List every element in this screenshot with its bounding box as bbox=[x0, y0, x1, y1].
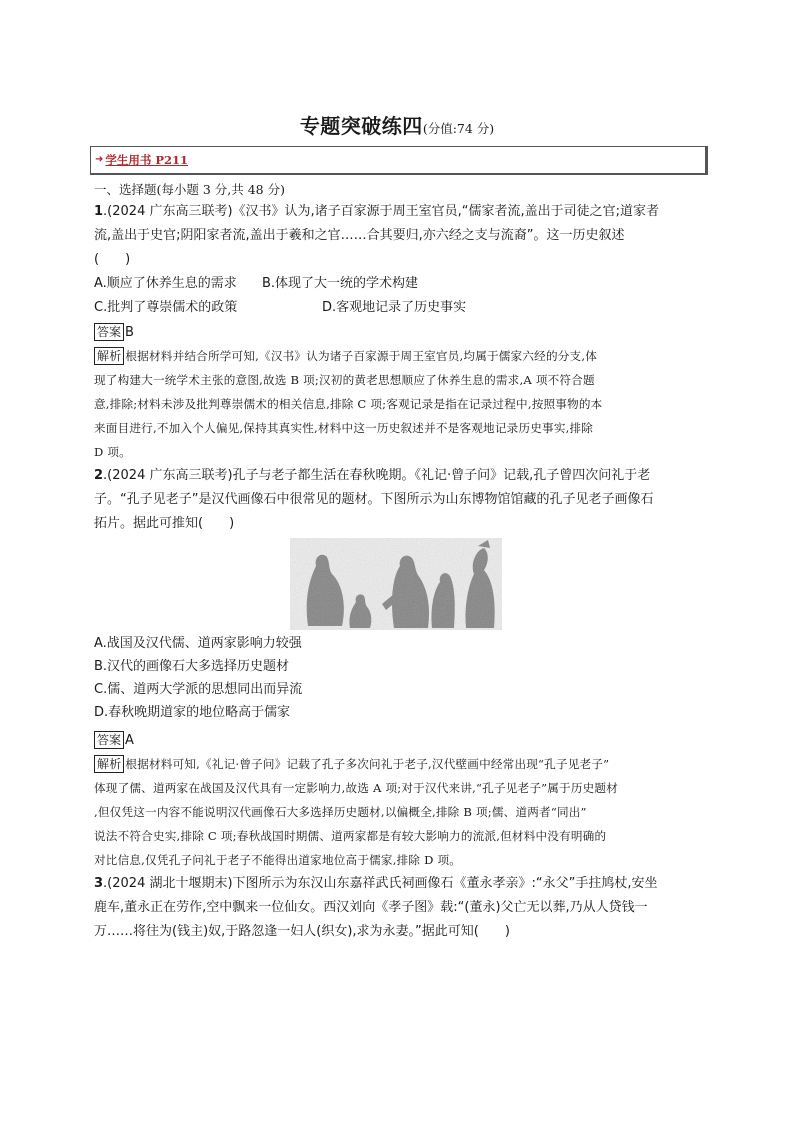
arrow-right-icon: ➜ bbox=[95, 154, 104, 165]
question-3 bbox=[94, 872, 706, 944]
answer-1 bbox=[94, 322, 134, 342]
analysis-tag: 解析 bbox=[94, 347, 124, 365]
answer-value: B bbox=[125, 324, 134, 340]
question-3-line-2: 鹿车,董永正在劳作,空中飘来一位仙女。西汉刘向《孝子图》载:“(董永)父亡无以葬,乃从人贷钱一 bbox=[94, 900, 648, 915]
section-heading: 一、选择题(每小题 3 分,共 48 分) bbox=[94, 182, 285, 197]
analysis-tag: 解析 bbox=[94, 755, 124, 773]
analysis-line: 说法不符合史实,排除 C 项;春秋战国时期儒、道两家都是有较大影响力的流派,但材料中没有明确的 bbox=[94, 829, 607, 843]
option-a: A.顺应了休养生息的需求 bbox=[94, 276, 237, 291]
question-2-line-3: 拓片。据此可推知( ) bbox=[94, 516, 235, 531]
analysis-line: 现了构建大一统学术主张的意图,故选 B 项;汉初的黄老思想顺应了休养生息的需求,A 项不符合题 bbox=[94, 373, 595, 387]
analysis-line: ,但仅凭这一内容不能说明汉代画像石大多选择历史题材,以偏概全,排除 B 项;儒、道两者“同出” bbox=[94, 805, 587, 819]
analysis-line: D 项。 bbox=[94, 445, 131, 459]
answer-value: A bbox=[125, 732, 134, 748]
answer-tag: 答案 bbox=[94, 323, 124, 341]
question-2-line-1: 2.(2024 广东高三联考)孔子与老子都生活在春秋晚期。《礼记·曾子问》记载,孔子曾四次问礼于老 bbox=[94, 468, 651, 483]
option-d: D.春秋晚期道家的地位略高于儒家 bbox=[94, 705, 291, 720]
book-page-link[interactable]: 学生用书 P211 bbox=[105, 152, 189, 167]
question-number: 2 bbox=[94, 468, 104, 483]
answer-2 bbox=[94, 730, 134, 750]
analysis-line: 意,排除;材料未涉及批判尊崇儒术的相关信息,排除 C 项;客观记录是指在记录过程中,按照事物的本 bbox=[94, 397, 603, 411]
option-c: C.儒、道两大学派的思想同出而异流 bbox=[94, 682, 303, 697]
question-2-line-2: 子。“孔子见老子”是汉代画像石中很常见的题材。下图所示为山东博物馆馆藏的孔子见老子画像石 bbox=[94, 492, 654, 507]
analysis-line: 解析 根据材料并结合所学可知,《汉书》认为诸子百家源于周王室官员,均属于儒家六经的分支,体 bbox=[94, 344, 706, 368]
analysis-1 bbox=[94, 344, 706, 464]
question-3-line-3: 万……将往为(钱主)奴,于路忽逢一妇人(织女),求为永妻。”据此可知( ) bbox=[94, 924, 510, 939]
option-b: B.汉代的画像石大多选择历史题材 bbox=[94, 659, 290, 674]
question-number: 3 bbox=[94, 876, 104, 891]
analysis-line: 对比信息,仅凭孔子问礼于老子不能得出道家地位高于儒家,排除 D 项。 bbox=[94, 853, 462, 867]
option-a: A.战国及汉代儒、道两家影响力较强 bbox=[94, 636, 302, 651]
question-1 bbox=[94, 200, 706, 272]
page-title: 专题突破练四 bbox=[299, 114, 423, 138]
confucius-meets-laozi-rubbing-image bbox=[290, 538, 502, 630]
analysis-line: 来面目进行,不加入个人偏见,保持其真实性,材料中这一历史叙述并不是客观地记录历史事实,排除 bbox=[94, 421, 594, 435]
option-b: B.体现了大一统的学术构建 bbox=[262, 276, 419, 291]
question-2 bbox=[94, 464, 706, 536]
question-3-line-1: 3.(2024 湖北十堰期末)下图所示为东汉山东嘉祥武氏祠画像石《董永孝亲》:“永父”手拄鸠杖,安坐 bbox=[94, 876, 658, 891]
title-block bbox=[0, 110, 794, 139]
book-reference-bar bbox=[90, 146, 708, 175]
score-note: (分值:74 分) bbox=[422, 121, 495, 136]
question-number: 1 bbox=[94, 204, 104, 219]
answer-tag: 答案 bbox=[94, 731, 124, 749]
option-c: C.批判了尊崇儒术的政策 bbox=[94, 300, 238, 315]
analysis-line: 解析 根据材料可知,《礼记·曾子问》记载了孔子多次问礼于老子,汉代壁画中经常出现“孔子见老子” bbox=[94, 752, 706, 776]
question-1-line-3: ( ) bbox=[94, 252, 131, 267]
question-1-line-2: 流,盖出于史官;阴阳家者流,盖出于羲和之官……合其要归,亦六经之支与流裔”。这一历史叙述 bbox=[94, 228, 625, 243]
analysis-2 bbox=[94, 752, 706, 872]
question-1-line-1: 1.(2024 广东高三联考)《汉书》认为,诸子百家源于周王室官员,“儒家者流,盖出于司徒之官;道家者 bbox=[94, 204, 660, 219]
option-d: D.客观地记录了历史事实 bbox=[322, 300, 467, 315]
analysis-line: 体现了儒、道两家在战国及汉代具有一定影响力,故选 A 项;对于汉代来讲,“孔子见老子”属于历史题材 bbox=[94, 781, 619, 795]
